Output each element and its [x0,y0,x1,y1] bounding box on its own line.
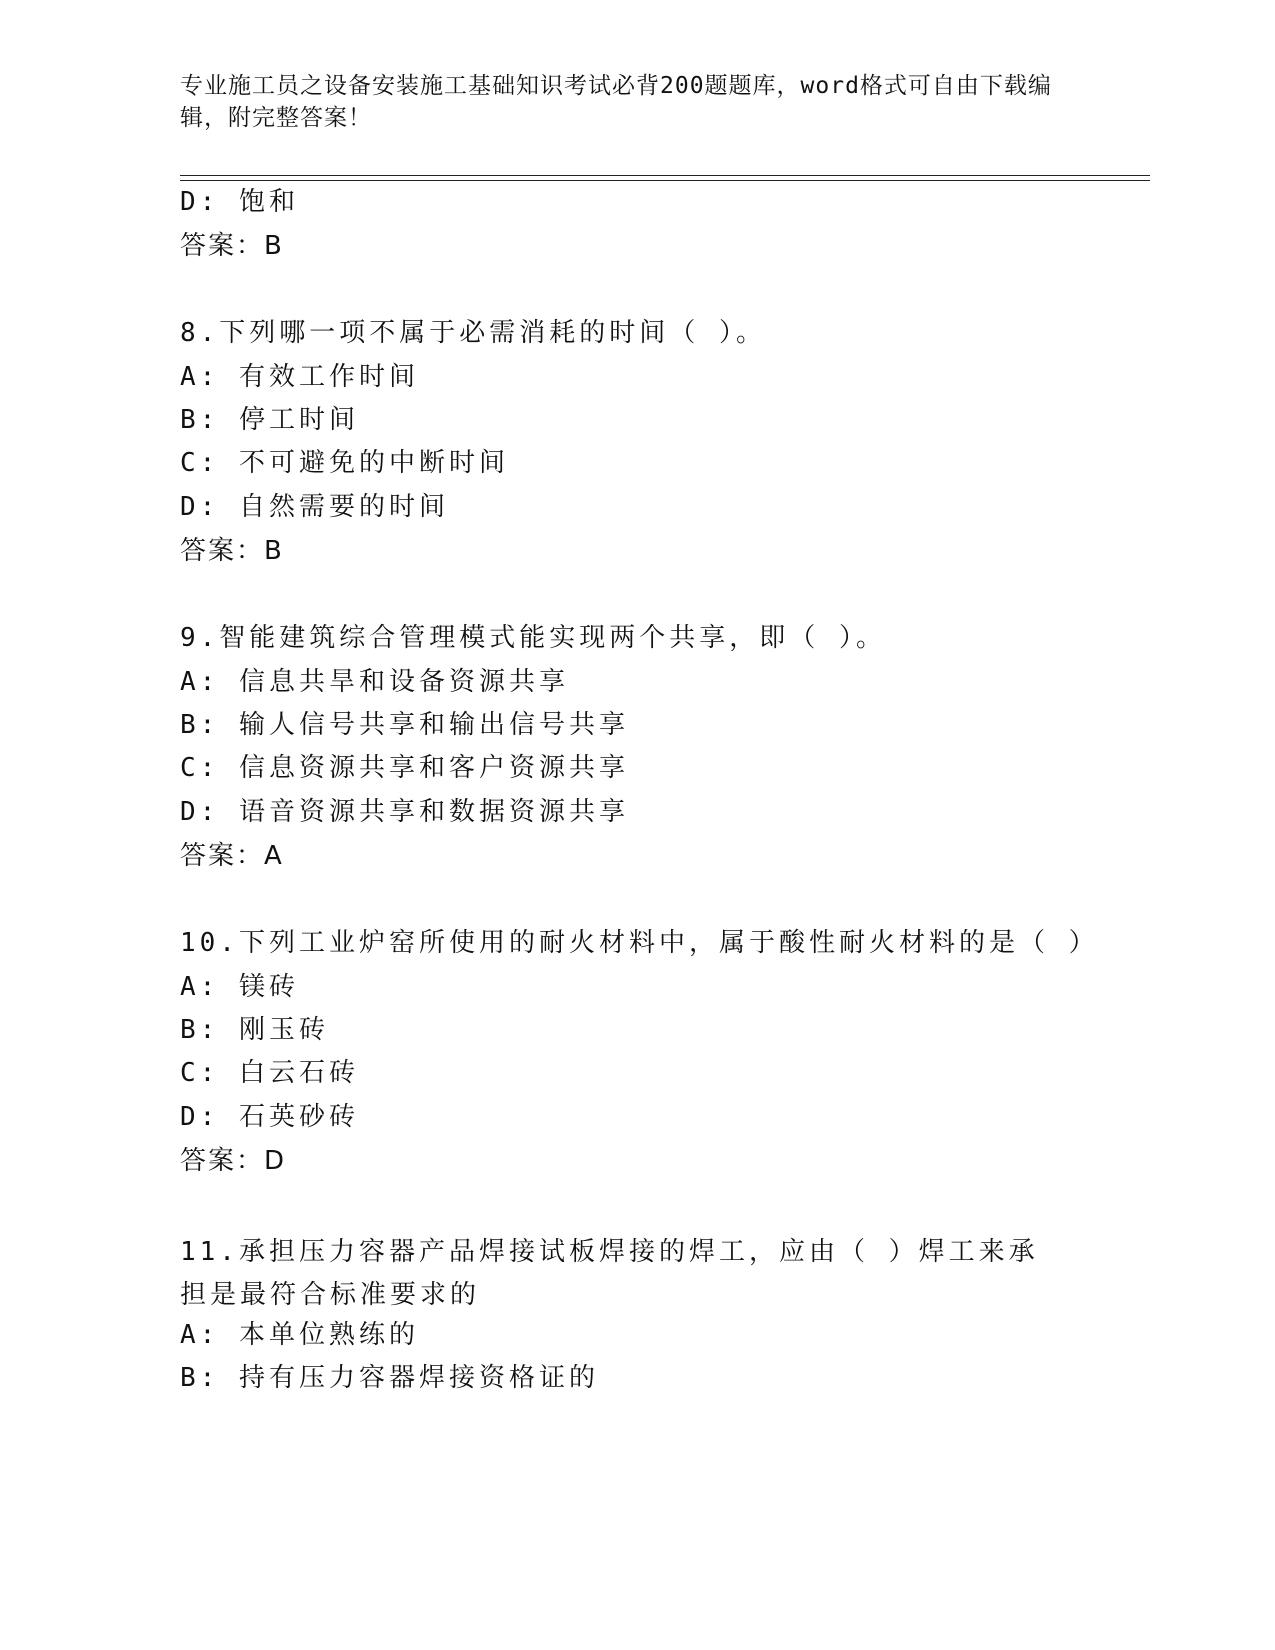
question-8-text: 8.下列哪一项不属于必需消耗的时间（ ）。 [180,318,766,348]
question-9-option-a: A: 信息共旱和设备资源共享 [180,667,569,697]
question-9-option-d: D: 语音资源共享和数据资源共享 [180,797,629,827]
question-9-text: 9.智能建筑综合管理模式能实现两个共享，即（ ）。 [180,623,886,653]
question-9-option-b: B: 输人信号共享和输出信号共享 [180,710,629,740]
question-10-option-b: B: 刚玉砖 [180,1015,329,1045]
question-10-option-d: D: 石英砂砖 [180,1102,359,1132]
question-10-answer: 答案：D [180,1146,287,1176]
question-10-option-a: A: 镁砖 [180,972,299,1002]
question-10-option-c: C: 白云石砖 [180,1058,359,1088]
question-10-text: 10.下列工业炉窑所使用的耐火材料中，属于酸性耐火材料的是（ ） [180,928,1099,958]
prev-answer: 答案：B [180,231,284,261]
page-header-title: 专业施工员之设备安装施工基础知识考试必背200题题库，word格式可自由下载编辑，附完整答案！ [180,73,1052,131]
question-8-answer: 答案：B [180,536,284,566]
question-9-answer: 答案：A [180,841,284,871]
question-11-option-b: B: 持有压力容器焊接资格证的 [180,1363,599,1393]
question-8-option-c: C: 不可避免的中断时间 [180,448,509,478]
document-page [180,0,1150,1650]
question-11-option-a: A: 本单位熟练的 [180,1320,419,1350]
question-8-option-a: A: 有效工作时间 [180,362,419,392]
header-divider [180,175,1150,181]
question-11-text: 11.承担压力容器产品焊接试板焊接的焊工，应由（ ）焊工来承担是最符合标准要求的 [180,1237,1039,1310]
prev-option-d: D: 饱和 [180,187,299,217]
question-9-option-c: C: 信息资源共享和客户资源共享 [180,753,629,783]
question-8-option-b: B: 停工时间 [180,405,359,435]
question-8-option-d: D: 自然需要的时间 [180,492,449,522]
